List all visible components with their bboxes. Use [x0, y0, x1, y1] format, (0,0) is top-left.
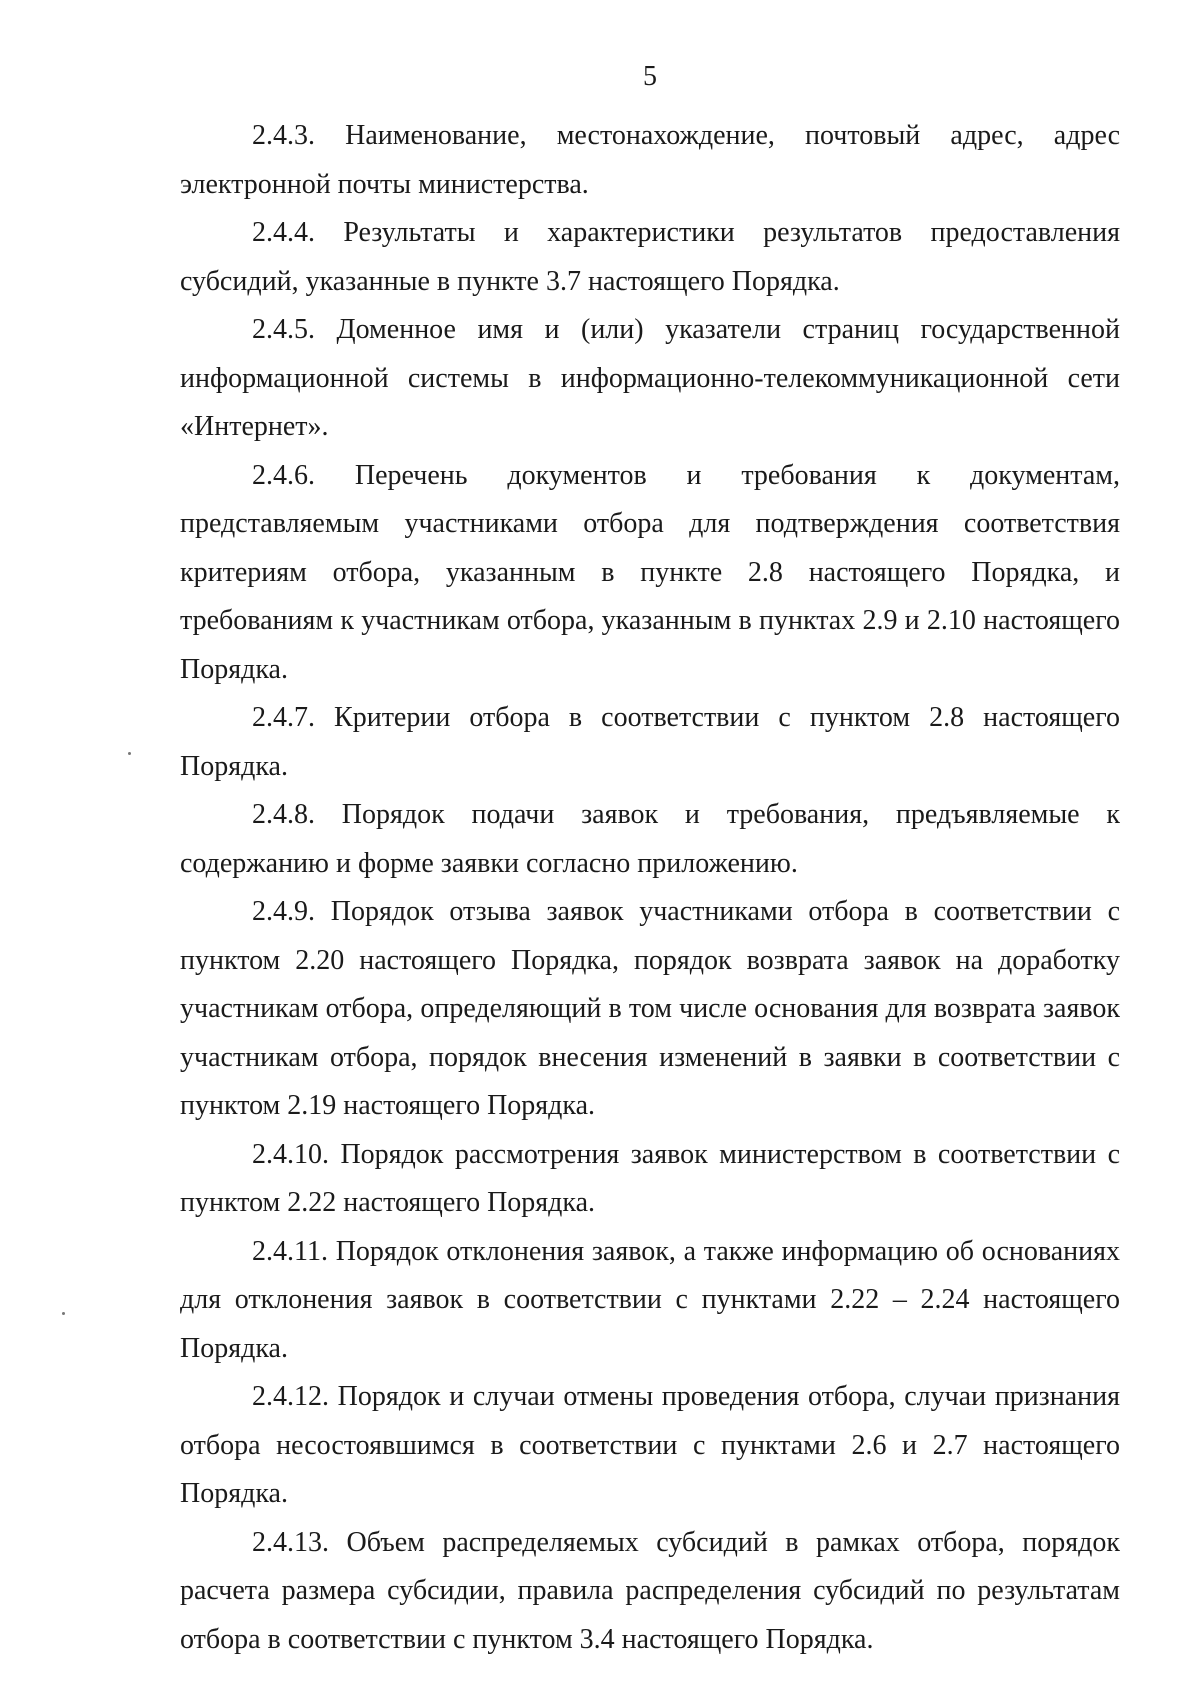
- paragraph-2-4-13: 2.4.13. Объем распределяемых субсидий в рамках отбора, порядок расчета размера субсидии, правила распределения субсидий по результатам отбора в соответствии с пунктом 3.4 настоящего Порядка.: [180, 1526, 1120, 1655]
- scan-speck: [128, 752, 131, 755]
- paragraph-2-4-6: 2.4.6. Перечень документов и требования к документам, представляемым участниками отбора для подтверждения соответствия критериям отбора, указанным в пункте 2.8 настоящего Порядка, и требованиям к участникам отбора, указанным в пунктах 2.9 и 2.10 настоящего Порядка.: [180, 459, 1120, 685]
- document-body: [180, 112, 1120, 1664]
- scan-speck: [62, 1312, 65, 1315]
- paragraph-2-4-5: 2.4.5. Доменное имя и (или) указатели страниц государственной информационной системы в информационно-телекоммуникационной сети «Интернет».: [180, 314, 1120, 442]
- paragraph-2-4-3: 2.4.3. Наименование, местонахождение, почтовый адрес, адрес электронной почты министерства.: [180, 120, 1120, 200]
- paragraph-2-4-4: 2.4.4. Результаты и характеристики результатов предоставления субсидий, указанные в пункте 3.7 настоящего Порядка.: [180, 217, 1120, 297]
- paragraph-2-4-7: 2.4.7. Критерии отбора в соответствии с пунктом 2.8 настоящего Порядка.: [180, 702, 1120, 782]
- paragraph-2-4-9: 2.4.9. Порядок отзыва заявок участниками отбора в соответствии с пунктом 2.20 настоящего Порядка, порядок возврата заявок на доработку участникам отбора, определяющий в том числе основания для возврата заявок участникам отбора, порядок внесения изменений в заявки в соответствии с пунктом 2.19 настоящего Порядка.: [180, 896, 1120, 1121]
- paragraph-2-4-11: 2.4.11. Порядок отклонения заявок, а также информацию об основаниях для отклонения заявок в соответствии с пунктами 2.22 – 2.24 настоящего Порядка.: [180, 1235, 1120, 1364]
- paragraph-2-4-8: 2.4.8. Порядок подачи заявок и требования, предъявляемые к содержанию и форме заявки согласно приложению.: [180, 799, 1120, 879]
- page-number: 5: [643, 61, 657, 92]
- paragraph-2-4-10: 2.4.10. Порядок рассмотрения заявок министерством в соответствии с пунктом 2.22 настоящего Порядка.: [180, 1138, 1120, 1218]
- paragraph-2-4-12: 2.4.12. Порядок и случаи отмены проведения отбора, случаи признания отбора несостоявшимся в соответствии с пунктами 2.6 и 2.7 настоящего Порядка.: [180, 1381, 1120, 1509]
